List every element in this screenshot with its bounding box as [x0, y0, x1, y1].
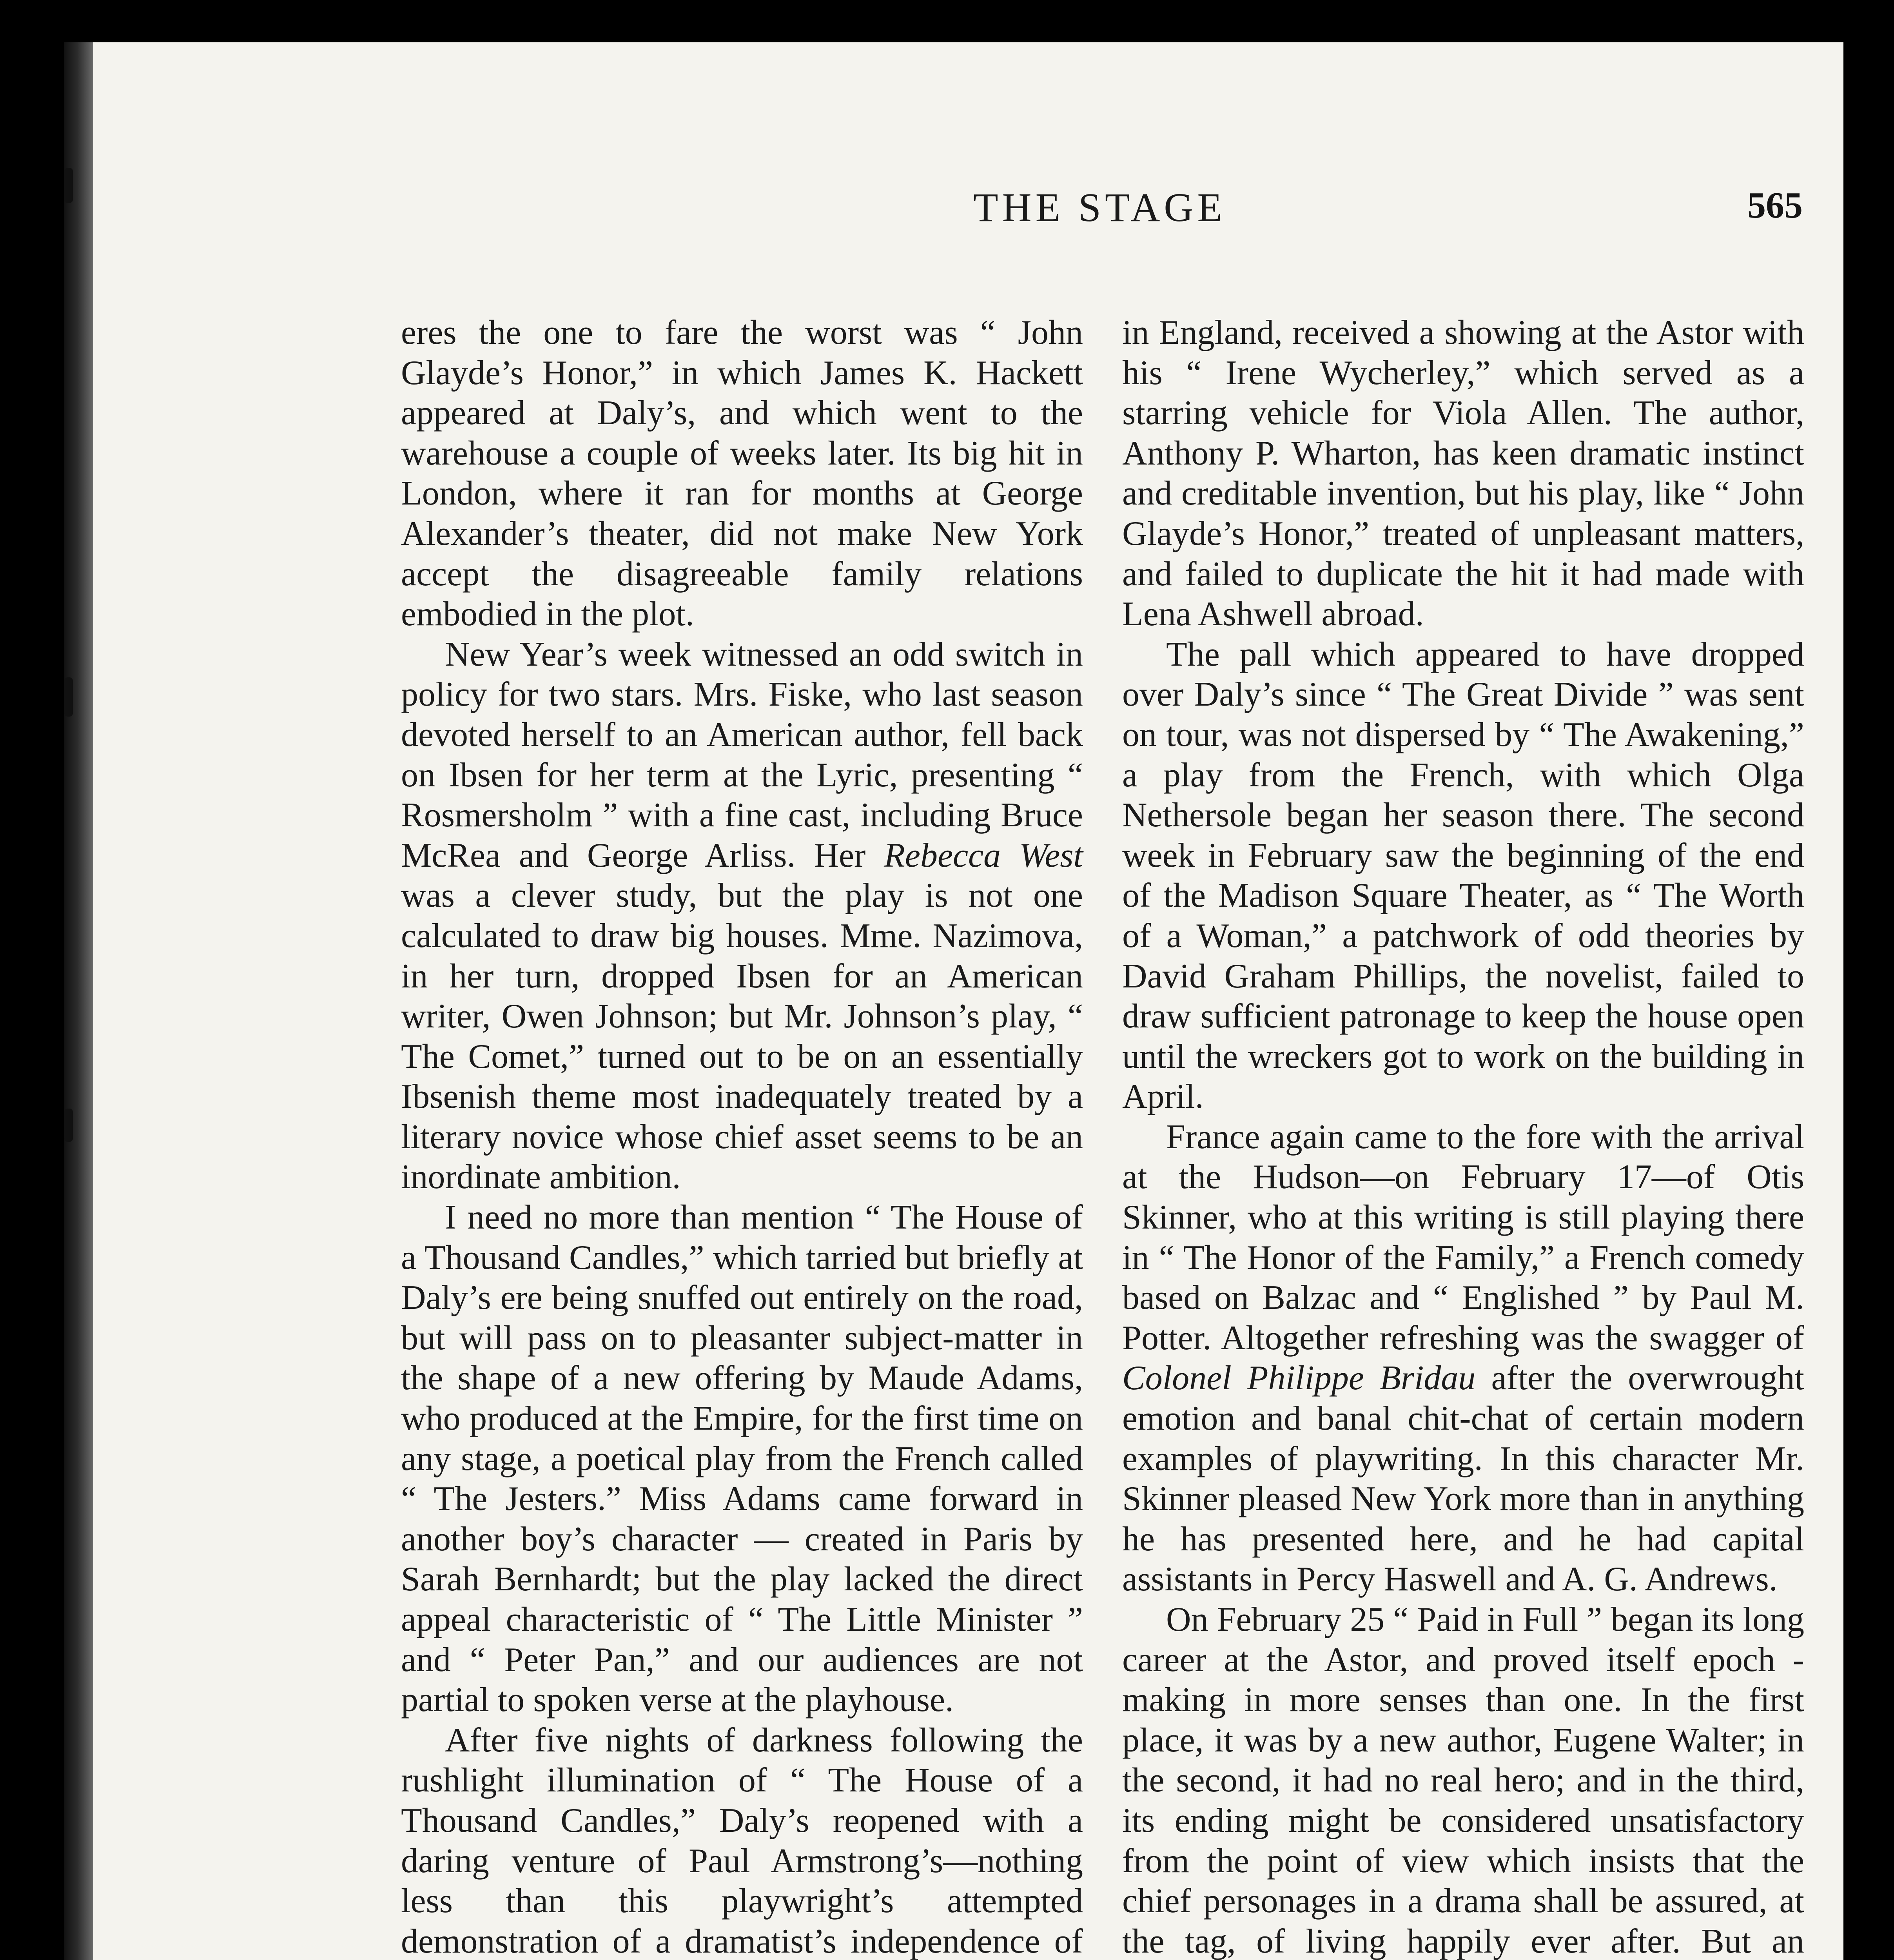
book-page: [64, 42, 1843, 1960]
left-paragraph-4: After five nights of darkness following the rushlight illumination of “ The House of a Thousand Candles,” Daly’s reopened with a daring venture of Paul Armstrong’s—nothing less than this playwright’s attempted demonstration of a dramatist’s independence of: [401, 1721, 1083, 1960]
right-paragraph-2: The pall which appeared to have dropped over Daly’s since “ The Great Divide ” was sent on tour, was not dispersed by “ The Awakening,” a play from the French, with which Olga Nethersole began her season there. The second week in February saw the beginning of the end of the Madison Square Theater, as “ The Worth of a Woman,” a patchwork of odd theories by David Graham Phillips, the novelist, failed to draw sufficient patronage to keep the house open until the wreckers got to work on the building in April.: [1122, 635, 1804, 1116]
right-paragraph-4: On February 25 “ Paid in Full ” began its long career at the Astor, and proved itself epoch - making in more senses than one. In the first place, it was by a new author, Eugene Walter; in the second, it had no real hero; and in the third, its ending might be considered unsatisfactory from the point of view which insists that the chief personages in a drama shall be assured, at the tag, of living happily ever after. But an: [1122, 1601, 1804, 1960]
left-paragraph-2-lead: New Year’s week witnessed an odd switch in policy for two stars. Mrs. Fiske, who last season devoted herself to an American author, fell back on Ibsen for her term at the Lyric, presenting “ Rosmersholm ” with a fine cast, including Bruce McRea and George Arliss. Her: [401, 635, 1083, 875]
left-paragraph-2-italic: Rebecca West: [884, 836, 1083, 875]
book-binding-edge: [64, 42, 93, 1960]
binding-mark: [64, 168, 73, 203]
left-paragraph-3: I need no more than mention “ The House of a Thousand Candles,” which tarried but briefly at Daly’s ere being snuffed out entirely on the road, but will pass on to pleasanter subject-matter in the shape of a new offering by Maude Adams, who produced at the Empire, for the first time on any stage, a poetical play from the French called “ The Jesters.” Miss Adams came forward in another boy’s character — created in Paris by Sarah Bernhardt; but the play lacked the direct appeal characteristic of “ The Little Minister ” and “ Peter Pan,” and our audiences are not partial to spoken verse at the playhouse.: [401, 1198, 1083, 1719]
right-column-text: [1122, 313, 1804, 1960]
article-text: [323, 313, 1828, 1960]
running-title: THE STAGE: [973, 185, 1226, 230]
right-paragraph-3-lead: France again came to the fore with the arrival at the Hudson—on February 17—of Otis Skinner, who at this writing is still playing there in “ The Honor of the Family,” a French comedy based on Balzac and “ Englished ” by Paul M. Potter. Altogether refreshing was the swagger of: [1122, 1118, 1804, 1357]
left-column: [401, 313, 1083, 1960]
right-paragraph-3: [1122, 1117, 1804, 1600]
page-number: 565: [1747, 185, 1803, 226]
left-paragraph-1: eres the one to fare the worst was “ John Glayde’s Honor,” in which James K. Hackett appeared at Daly’s, and which went to the warehouse a couple of weeks later. Its big hit in London, where it ran for months at George Alexander’s theater, did not make New York accept the disagreeable family relations embodied in the plot.: [401, 314, 1083, 633]
right-paragraph-3-tail: after the overwrought emotion and banal chit-chat of certain modern examples of playwriting. In this character Mr. Skinner pleased New York more than in anything he has presented here, and he had capital assistants in Percy Haswell and A. G. Andrews.: [1122, 1359, 1804, 1599]
binding-mark: [64, 1109, 73, 1142]
right-paragraph-1: in England, received a showing at the Astor with his “ Irene Wycherley,” which served as a starring vehicle for Viola Allen. The author, Anthony P. Wharton, has keen dramatic instinct and creditable invention, but his play, like “ John Glayde’s Honor,” treated of unpleasant matters, and failed to duplicate the hit it had made with Lena Ashwell abroad.: [1122, 314, 1804, 633]
left-paragraph-2-tail: was a clever study, but the play is not one calculated to draw big houses. Mme. Nazimova, in her turn, dropped Ibsen for an American writer, Owen Johnson; but Mr. Johnson’s play, “ The Comet,” turned out to be on an essentially Ibsenish theme most inadequately treated by a literary novice whose chief asset seems to be an inordinate ambition.: [401, 877, 1083, 1196]
binding-mark: [64, 677, 73, 717]
running-head: [323, 180, 1843, 234]
left-column-text: [401, 313, 1083, 1960]
left-paragraph-2: [401, 635, 1083, 1198]
right-paragraph-3-italic: Colonel Philippe Bridau: [1122, 1359, 1476, 1397]
right-column: [1122, 313, 1804, 1960]
